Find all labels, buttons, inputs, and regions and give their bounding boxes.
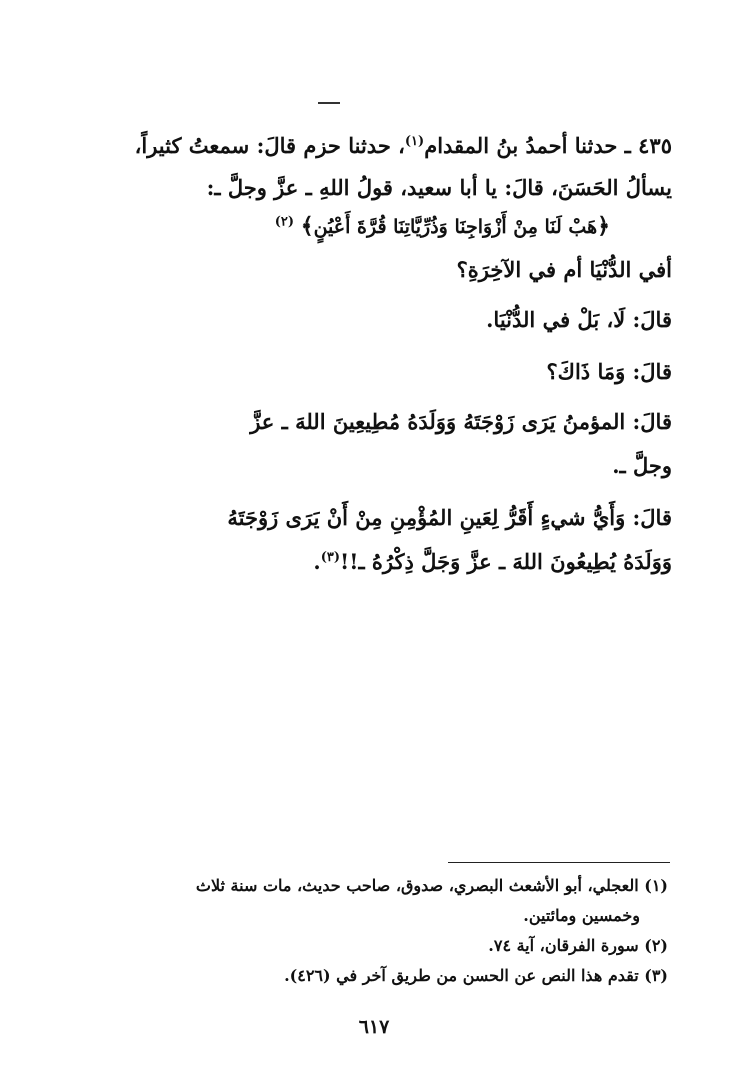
hadith-line-1: ٤٣٥ ـ حدثنا أحمدُ بنُ المقدام$^{(١)}$، حدثنا حزم قالَ: سمعتُ كثيراً، bbox=[134, 133, 672, 158]
hadith-line-2: يسألُ الحَسَنَ، قالَ: يا أبا سعيد، قولُ اللهِ ـ عزَّ وجلَّ ـ: bbox=[206, 175, 672, 200]
footnote-1: (١) العجلي، أبو الأشعث البصري، صدوق، صاحب حديث، مات سنة ثلاث bbox=[195, 876, 668, 895]
footnote-ref-1: (١) bbox=[404, 134, 425, 149]
footnote-2: (٢) سورة الفرقان، آية ٧٤. bbox=[488, 936, 668, 955]
hadith-line-7: وجلَّ ـ. bbox=[612, 453, 672, 478]
hadith-line-8: قالَ: وَأَيُّ شيءٍ أَقَرُّ لِعَينِ المُؤْمِنِ مِنْ أَنْ يَرَى زَوْجَتَهُ bbox=[227, 505, 672, 530]
footnote-ref-3: (٣) bbox=[320, 550, 341, 565]
footnote-1-cont: وخمسين ومائتين. bbox=[523, 906, 640, 925]
hadith-line-3: أفي الدُّنْيَا أم في الآخِرَةِ؟ bbox=[456, 257, 672, 282]
quran-verse: ﴿هَبْ لَنَا مِنْ أَزْوَاجِنَا وَذُرِّيَّاتِنَا قُرَّةَ أَعْيُنٍ﴾ $^{(٢)}$ bbox=[274, 213, 610, 239]
hadith-line-4: قالَ: لَا، بَلْ في الدُّنْيَا. bbox=[486, 307, 672, 332]
footnote-ref-2: (٢) bbox=[274, 214, 295, 230]
hadith-line-6: قالَ: المؤمنُ يَرَى زَوْجَتَهُ وَوَلَدَهُ مُطِيعِينَ اللهَ ـ عزَّ bbox=[250, 409, 672, 434]
footnote-divider bbox=[448, 862, 670, 863]
page-number: ٦١٧ bbox=[358, 1016, 390, 1038]
footnote-3: (٣) تقدم هذا النص عن الحسن من طريق آخر في (٤٢٦). bbox=[284, 966, 668, 985]
hadith-line-9: وَوَلَدَهُ يُطِيعُونَ اللهَ ـ عزَّ وَجَلَّ ذِكْرُهُ ـ!!$^{(٣)}$. bbox=[313, 549, 672, 574]
top-mark bbox=[318, 102, 340, 104]
hadith-line-5: قالَ: وَمَا ذَاكَ؟ bbox=[546, 359, 672, 384]
